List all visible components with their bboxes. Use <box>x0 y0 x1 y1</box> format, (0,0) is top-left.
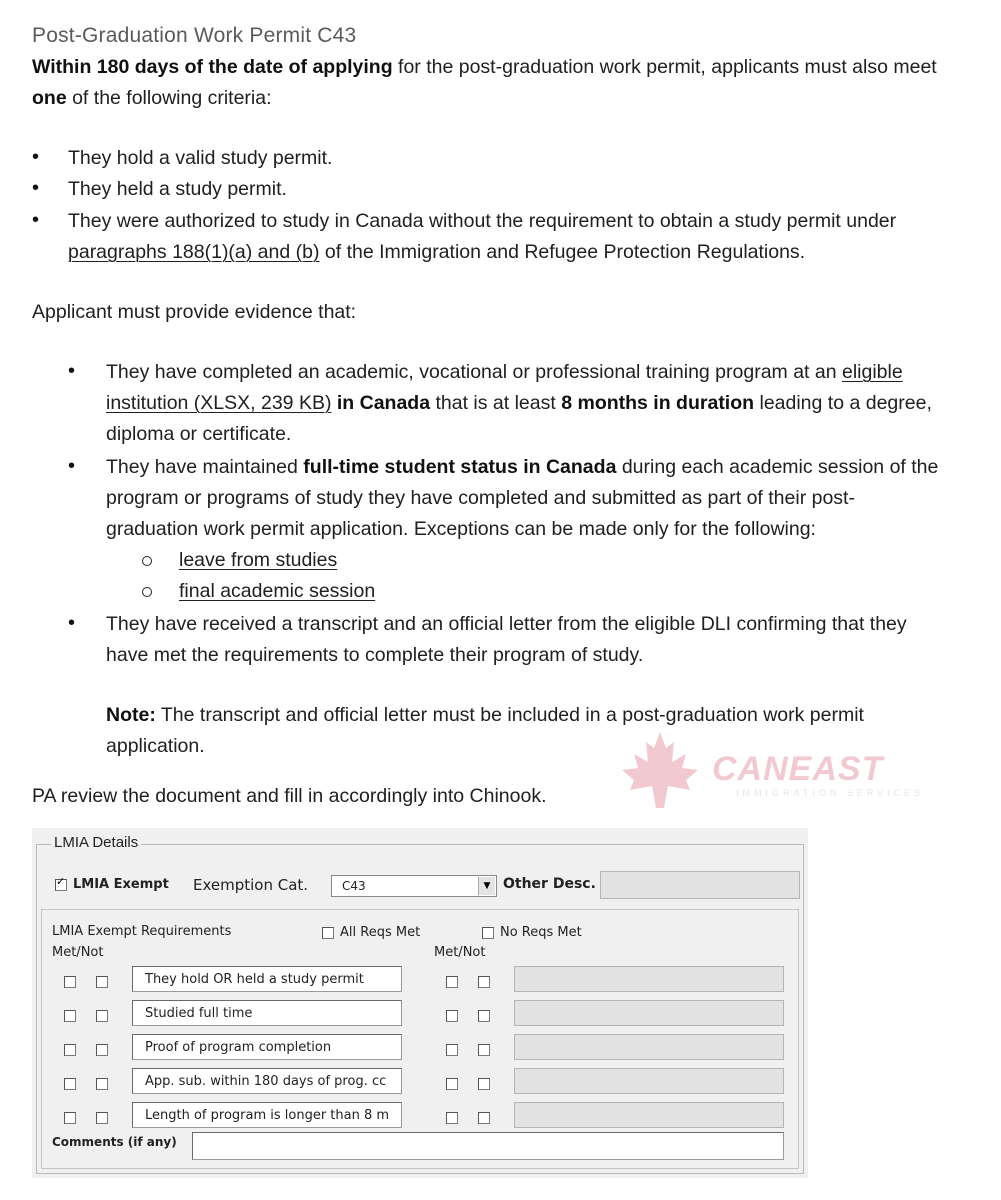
criteria-item: They hold a valid study permit. <box>68 147 333 169</box>
requirements-group <box>41 909 799 1169</box>
requirement-field-empty[interactable] <box>514 966 784 992</box>
met-checkbox[interactable] <box>446 1044 458 1056</box>
evidence-3-line-1: They have received a transcript and an official letter from the eligible DLI confirming that they <box>106 613 907 635</box>
not-met-checkbox[interactable] <box>478 1078 490 1090</box>
evidence-1-line-3: diploma or certificate. <box>106 423 292 445</box>
intro-bold-one: one <box>32 87 67 109</box>
all-reqs-met-checkbox[interactable] <box>322 927 334 939</box>
bullet-icon: • <box>68 360 76 382</box>
evidence-2-line-2: program or programs of study they have completed and submitted as part of their post- <box>106 487 855 509</box>
met-checkbox[interactable] <box>446 1112 458 1124</box>
bold-in-canada: in Canada <box>331 392 431 414</box>
caneast-watermark <box>612 728 962 824</box>
bold-8-months: 8 months in duration <box>561 392 755 414</box>
requirement-field[interactable]: Proof of program completion <box>132 1034 402 1060</box>
not-met-checkbox[interactable] <box>96 976 108 988</box>
met-not-label-left: Met/Not <box>52 945 104 960</box>
intro-text-2: of the following criteria: <box>66 87 272 109</box>
maple-leaf-icon <box>612 728 708 824</box>
bold-full-time: full-time student status in Canada <box>303 456 617 478</box>
met-checkbox[interactable] <box>446 1078 458 1090</box>
lmia-details-legend: LMIA Details <box>51 834 141 851</box>
not-met-checkbox[interactable] <box>478 1010 490 1022</box>
requirement-field-empty[interactable] <box>514 1102 784 1128</box>
circle-bullet-icon <box>142 587 152 597</box>
bullet-icon: • <box>68 455 76 477</box>
criteria-item-continued <box>68 241 805 264</box>
bullet-icon: • <box>32 177 40 199</box>
intro-bold-180-days: Within 180 days of the date of applying <box>32 56 393 78</box>
bullet-icon: • <box>32 209 40 231</box>
met-checkbox[interactable] <box>64 1078 76 1090</box>
note-label: Note: <box>106 704 156 726</box>
requirement-field[interactable]: Studied full time <box>132 1000 402 1026</box>
other-desc-label: Other Desc. <box>503 876 596 892</box>
exemption-cat-select[interactable] <box>331 875 497 897</box>
lmia-exempt-checkbox[interactable] <box>55 879 67 891</box>
intro-text-1: for the post-graduation work permit, applicants must also meet <box>392 56 937 78</box>
criteria-item: They were authorized to study in Canada without the requirement to obtain a study permit under <box>68 210 897 232</box>
not-met-checkbox[interactable] <box>478 1044 490 1056</box>
not-met-checkbox[interactable] <box>96 1078 108 1090</box>
met-checkbox[interactable] <box>64 1112 76 1124</box>
note-line-2: application. <box>106 735 205 757</box>
met-checkbox[interactable] <box>446 976 458 988</box>
eligible-institution-link-cont[interactable]: institution (XLSX, 239 KB) <box>106 392 332 414</box>
met-checkbox[interactable] <box>64 1044 76 1056</box>
evidence-2-line-1 <box>106 456 938 479</box>
evidence-2-post: during each academic session of the <box>616 456 939 478</box>
lmia-exempt-label: LMIA Exempt <box>73 877 169 892</box>
chevron-down-icon[interactable]: ▼ <box>478 877 495 895</box>
all-reqs-met-label: All Reqs Met <box>340 925 421 940</box>
other-desc-field[interactable] <box>600 871 800 899</box>
not-met-checkbox[interactable] <box>478 976 490 988</box>
lmia-details-panel <box>32 828 808 1178</box>
met-checkbox[interactable] <box>446 1010 458 1022</box>
evidence-1-post: leading to a degree, <box>754 392 932 414</box>
evidence-3-line-2: have met the requirements to complete their program of study. <box>106 644 644 666</box>
watermark-brand: CANEAST <box>712 750 884 788</box>
watermark-tagline: IMMIGRATION SERVICES <box>736 788 925 798</box>
no-reqs-met-checkbox[interactable] <box>482 927 494 939</box>
intro-line-2 <box>32 87 272 110</box>
intro-line-1 <box>32 56 937 79</box>
evidence-1-mid: that is at least <box>430 392 562 414</box>
lmia-details-fieldset <box>36 834 804 1174</box>
bullet-icon: • <box>32 146 40 168</box>
regulations-link[interactable]: paragraphs 188(1)(a) and (b) <box>68 241 320 263</box>
requirement-field-empty[interactable] <box>514 1034 784 1060</box>
requirement-field[interactable]: Length of program is longer than 8 m <box>132 1102 402 1128</box>
comments-field[interactable] <box>192 1132 784 1160</box>
evidence-1-line-2 <box>106 392 932 415</box>
requirement-field[interactable]: They hold OR held a study permit <box>132 966 402 992</box>
requirement-field-empty[interactable] <box>514 1068 784 1094</box>
note-text: The transcript and official letter must be included in a post-graduation work permit <box>155 704 864 726</box>
eligible-institution-link[interactable]: eligible <box>842 361 903 383</box>
final-academic-session-link[interactable]: final academic session <box>179 580 376 602</box>
not-met-checkbox[interactable] <box>96 1112 108 1124</box>
note-line-1 <box>106 704 864 727</box>
evidence-2-line-3: graduation work permit application. Exceptions can be made only for the following: <box>106 518 816 540</box>
comments-label: Comments (if any) <box>52 1135 177 1149</box>
requirement-field[interactable]: App. sub. within 180 days of prog. cc <box>132 1068 402 1094</box>
review-instruction: PA review the document and fill in accordingly into Chinook. <box>32 785 547 807</box>
requirement-field-empty[interactable] <box>514 1000 784 1026</box>
criteria-item: They held a study permit. <box>68 178 287 200</box>
not-met-checkbox[interactable] <box>478 1112 490 1124</box>
exemption-cat-label: Exemption Cat. <box>193 876 309 894</box>
bullet-icon: • <box>68 612 76 634</box>
not-met-checkbox[interactable] <box>96 1044 108 1056</box>
exemption-cat-value: C43 <box>342 879 366 893</box>
requirements-heading: LMIA Exempt Requirements <box>52 924 232 939</box>
leave-from-studies-link[interactable]: leave from studies <box>179 549 338 571</box>
criteria-rest-text: of the Immigration and Refugee Protection Regulations. <box>319 241 806 263</box>
evidence-2-pre: They have maintained <box>106 456 304 478</box>
evidence-heading: Applicant must provide evidence that: <box>32 301 357 323</box>
evidence-1-line-1 <box>106 361 903 384</box>
met-not-label-right: Met/Not <box>434 945 486 960</box>
circle-bullet-icon <box>142 556 152 566</box>
met-checkbox[interactable] <box>64 976 76 988</box>
not-met-checkbox[interactable] <box>96 1010 108 1022</box>
met-checkbox[interactable] <box>64 1010 76 1022</box>
evidence-1-text: They have completed an academic, vocational or professional training program at an <box>106 361 842 383</box>
page-title: Post-Graduation Work Permit C43 <box>32 24 357 47</box>
no-reqs-met-label: No Reqs Met <box>500 925 582 940</box>
